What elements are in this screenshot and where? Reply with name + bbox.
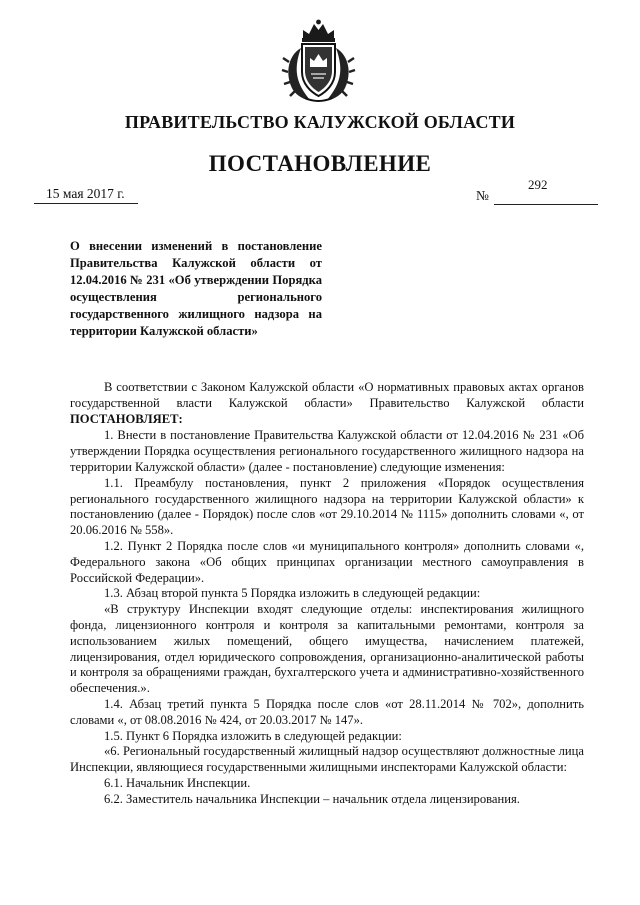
paragraph-1-5: 1.5. Пункт 6 Порядка изложить в следующей редакции: <box>104 728 402 743</box>
document-body <box>70 380 584 808</box>
paragraph-1-1: 1.1. Преамбулу постановления, пункт 2 приложения «Порядок осуществления регионального государственного жилищного надзора на территории Калужской области» к постановлению (далее - Порядок) после слов «от 29.10.2014 № 1115» дополнить словами «, от 20.06.2016 № 558». <box>70 475 584 538</box>
number-sign: № <box>476 188 489 203</box>
paragraph-1-5-text: «6. Региональный государственный жилищный надзор осуществляют должностные лица Инспекции, являющиеся государственными жилищными инспекторами Калужской области: <box>70 744 584 775</box>
government-name: ПРАВИТЕЛЬСТВО КАЛУЖСКОЙ ОБЛАСТИ <box>124 112 516 132</box>
paragraph-1-3-text: «В структуру Инспекции входят следующие отделы: инспектирования жилищного фонда, лицензионного контроля и контроля за капитальными ремонтами, контроля за использованием жилых помещений, общего имущества, начислением платежей, лицензирования, отдел юридического сопровождения, организационно-аналитической работы и контроля за обращениями граждан, бухгалтерского учета и административно-хозяйственного обеспечения.». <box>70 602 584 696</box>
paragraph-1: 1. Внести в постановление Правительства Калужской области от 12.04.2016 № 231 «Об утверждении Порядка осуществления регионального государственного жилищного надзора на территории Калужской области» (далее - постановление) следующие изменения: <box>70 428 584 474</box>
document-date: 15 мая 2017 г. <box>46 186 125 201</box>
preamble-text: В соответствии с Законом Калужской области «О нормативных правовых актах органов государственной власти Калужской области» Правительство Калужской области <box>70 380 584 410</box>
paragraph-1-4: 1.4. Абзац третий пункта 5 Порядка после слов «от 28.11.2014 № 702», дополнить словами «, от 08.08.2016 № 424, от 20.03.2017 № 147». <box>70 696 584 727</box>
number-underline <box>494 204 598 205</box>
paragraph-1-3: 1.3. Абзац второй пункта 5 Порядка изложить в следующей редакции: <box>104 586 481 601</box>
paragraph-1-2: 1.2. Пункт 2 Порядка после слов «и муниципального контроля» дополнить словами «, Федерального закона «Об общих принципах организации местного самоуправления в Российской Федерации». <box>70 538 584 585</box>
paragraph-6-2: 6.2. Заместитель начальника Инспекции – начальник отдела лицензирования. <box>104 791 520 806</box>
coat-of-arms-icon <box>281 18 356 104</box>
preamble-keyword: ПОСТАНОВЛЯЕТ: <box>70 411 183 426</box>
document-subject: О внесении изменений в постановление Правительства Калужской области от 12.04.2016 № 231 «Об утверждении Порядка осуществления регионального государственного жилищного надзора на территории Калужской области» <box>70 239 322 338</box>
preamble <box>70 380 584 427</box>
document-type-title: ПОСТАНОВЛЕНИЕ <box>208 151 432 176</box>
date-underline <box>34 203 138 204</box>
document-number: 292 <box>528 177 548 192</box>
paragraph-6-1: 6.1. Начальник Инспекции. <box>104 775 251 790</box>
